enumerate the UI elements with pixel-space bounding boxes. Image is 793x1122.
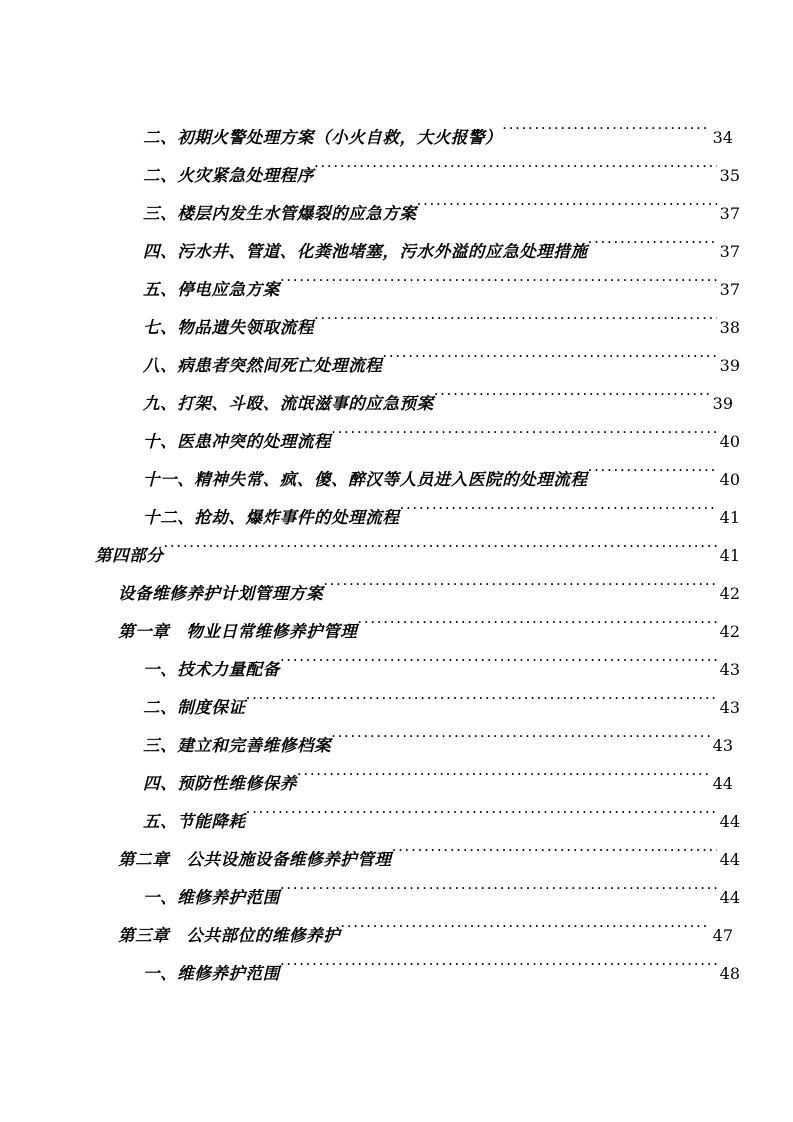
toc-entry-title: 第一章 物业日常维修养护管理: [118, 622, 358, 641]
toc-entry-title: 第三章 公共部位的维修养护: [118, 926, 341, 945]
toc-entry-page-number: 35: [719, 166, 740, 185]
toc-entry-page-number: 39: [712, 394, 733, 413]
toc-entry[interactable]: [0, 409, 793, 451]
toc-entry-title: 四、预防性维修保养: [143, 774, 297, 793]
toc-dot-leader: [340, 903, 710, 941]
toc-entry[interactable]: [0, 143, 793, 185]
toc-entry-title: 设备维修养护计划管理方案: [118, 584, 324, 603]
toc-entry-title: 十、医患冲突的处理流程: [143, 432, 332, 451]
toc-entry-page-number: 43: [719, 698, 740, 717]
toc-entry-title: 三、楼层内发生水管爆裂的应急方案: [143, 204, 417, 223]
toc-entry-title: 五、节能降耗: [143, 812, 246, 831]
toc-entry-page-number: 40: [719, 432, 740, 451]
toc-entry-page-number: 34: [712, 128, 733, 147]
toc-dot-leader: [331, 713, 710, 751]
toc-dot-leader: [314, 295, 717, 333]
toc-dot-leader: [246, 789, 717, 827]
toc-entry[interactable]: [0, 181, 793, 223]
toc-dot-leader: [588, 219, 717, 257]
toc-entry[interactable]: [0, 713, 793, 755]
toc-entry[interactable]: [0, 105, 793, 147]
toc-entry[interactable]: [0, 675, 793, 717]
toc-dot-leader: [280, 257, 717, 295]
toc-entry-page-number: 37: [719, 242, 740, 261]
toc-entry-page-number: 48: [719, 964, 740, 983]
toc-entry-title: 二、火灾紧急处理程序: [143, 166, 314, 185]
toc-entry-page-number: 42: [719, 584, 740, 603]
toc-dot-leader: [392, 827, 717, 865]
toc-entry[interactable]: [0, 257, 793, 299]
toc-entry-title: 第四部分: [95, 546, 164, 565]
toc-entry-title: 第二章 公共设施设备维修养护管理: [118, 850, 392, 869]
toc-entry-title: 一、维修养护范围: [143, 964, 280, 983]
toc-entry-page-number: 37: [719, 204, 740, 223]
toc-entry-title: 九、打架、斗殴、流氓滋事的应急预案: [143, 394, 434, 413]
toc-entry-page-number: 41: [719, 508, 740, 527]
toc-entry[interactable]: [0, 295, 793, 337]
toc-entry-title: 五、停电应急方案: [143, 280, 280, 299]
toc-dot-leader: [280, 941, 717, 979]
toc-entry-page-number: 43: [712, 736, 733, 755]
toc-dot-leader: [163, 523, 717, 561]
toc-entry-page-number: 37: [719, 280, 740, 299]
toc-entry-page-number: 38: [719, 318, 740, 337]
toc-dot-leader: [502, 105, 710, 143]
toc-entry-title: 二、制度保证: [143, 698, 246, 717]
table-of-contents: [0, 105, 793, 983]
toc-entry[interactable]: [0, 903, 793, 945]
toc-entry-page-number: 42: [719, 622, 740, 641]
toc-dot-leader: [382, 333, 717, 371]
toc-entry-page-number: 43: [719, 660, 740, 679]
toc-dot-leader: [434, 371, 710, 409]
toc-entry-title: 二、初期火警处理方案（小火自救，大火报警）: [143, 128, 503, 147]
toc-dot-leader: [297, 751, 710, 789]
toc-entry-title: 十一、精神失常、疯、傻、醉汉等人员进入医院的处理流程: [143, 470, 588, 489]
toc-dot-leader: [588, 447, 717, 485]
toc-entry[interactable]: [0, 523, 793, 565]
toc-entry-title: 十二、抢劫、爆炸事件的处理流程: [143, 508, 400, 527]
toc-dot-leader: [400, 485, 718, 523]
toc-entry-page-number: 47: [712, 926, 733, 945]
toc-entry-title: 三、建立和完善维修档案: [143, 736, 332, 755]
toc-entry-title: 四、污水井、管道、化粪池堵塞，污水外溢的应急处理措施: [143, 242, 588, 261]
toc-entry-page-number: 44: [719, 850, 740, 869]
toc-entry-title: 七、物品遗失领取流程: [143, 318, 314, 337]
toc-entry[interactable]: [0, 333, 793, 375]
toc-dot-leader: [357, 599, 717, 637]
toc-entry-page-number: 41: [719, 546, 740, 565]
toc-dot-leader: [417, 181, 717, 219]
toc-entry-page-number: 44: [719, 812, 740, 831]
toc-entry[interactable]: [0, 371, 793, 413]
toc-entry-title: 八、病患者突然间死亡处理流程: [143, 356, 383, 375]
toc-entry-page-number: 44: [712, 774, 733, 793]
toc-dot-leader: [331, 409, 717, 447]
toc-entry[interactable]: [0, 789, 793, 831]
toc-entry-page-number: 44: [719, 888, 740, 907]
toc-entry-title: 一、技术力量配备: [143, 660, 280, 679]
toc-entry-title: 一、维修养护范围: [143, 888, 280, 907]
toc-dot-leader: [323, 561, 717, 599]
toc-dot-leader: [246, 675, 717, 713]
toc-entry-page-number: 40: [719, 470, 740, 489]
toc-entry[interactable]: [0, 827, 793, 869]
toc-dot-leader: [280, 637, 717, 675]
toc-entry-page-number: 39: [719, 356, 740, 375]
toc-dot-leader: [314, 143, 717, 181]
toc-entry[interactable]: [0, 447, 793, 489]
toc-dot-leader: [280, 865, 717, 903]
toc-entry[interactable]: [0, 751, 793, 793]
